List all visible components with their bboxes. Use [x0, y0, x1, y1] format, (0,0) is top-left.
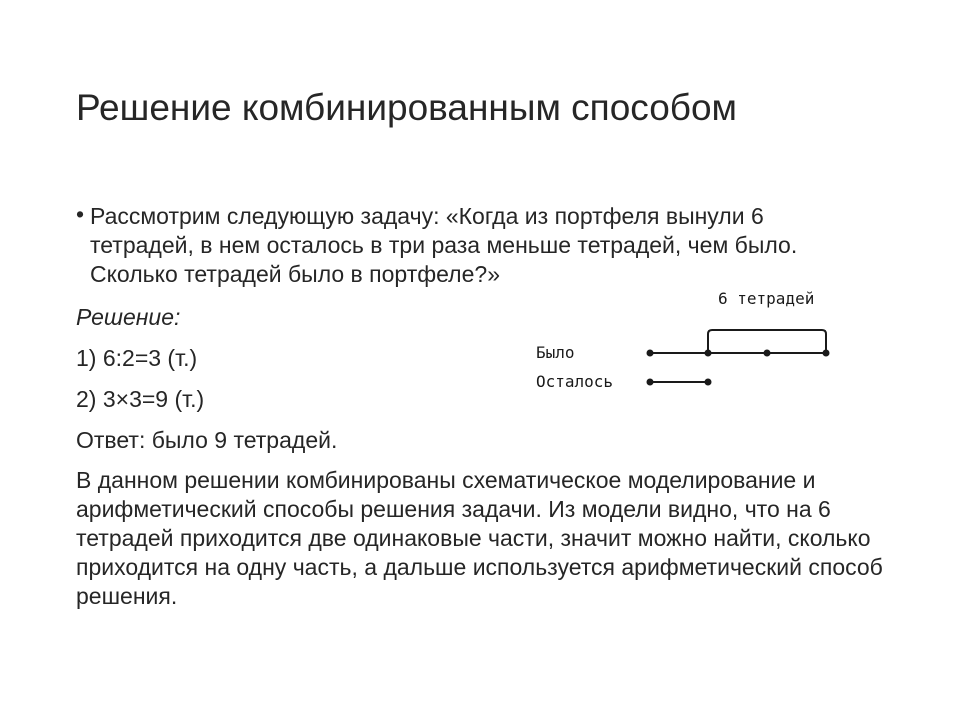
diagram-svg: [530, 282, 840, 402]
point-was-start: [647, 350, 654, 357]
point-was-end: [823, 350, 830, 357]
point-was-part-2: [764, 350, 771, 357]
problem-text: Рассмотрим следующую задачу: «Когда из портфеля вынули 6 тетрадей, в нем осталось в три раза меньше тетрадей, чем было. Сколько тетрадей было в портфеле?»: [90, 203, 798, 287]
point-remained-end: [705, 379, 712, 386]
point-was-part-1: [705, 350, 712, 357]
slide-title: Решение комбинированным способом: [76, 87, 737, 128]
row-label-was: Было: [536, 343, 575, 362]
bracket-label: 6 тетрадей: [718, 289, 815, 308]
solution-answer: Ответ: было 9 тетрадей.: [76, 427, 338, 453]
solution-step-1: 1) 6:2=3 (т.): [76, 345, 198, 371]
solution-step-2: 2) 3×3=9 (т.): [76, 386, 205, 412]
solution-explanation: В данном решении комбинированы схематическое моделирование и арифметический способы решения задачи. Из модели видно, что на 6 тетрадей приходится две одинаковые части, значит можно найти, сколько приходится на одну часть, а дальше используется арифметический способ решения.: [76, 467, 883, 609]
slide-body: [76, 202, 896, 611]
point-remained-start: [647, 379, 654, 386]
problem-bullet: [76, 202, 896, 289]
segment-model-diagram: [530, 282, 840, 402]
solution-label: Решение:: [76, 304, 181, 330]
bullet-marker: •: [76, 201, 85, 227]
row-label-remained: Осталось: [536, 372, 614, 391]
bracket-shape: [708, 330, 826, 352]
